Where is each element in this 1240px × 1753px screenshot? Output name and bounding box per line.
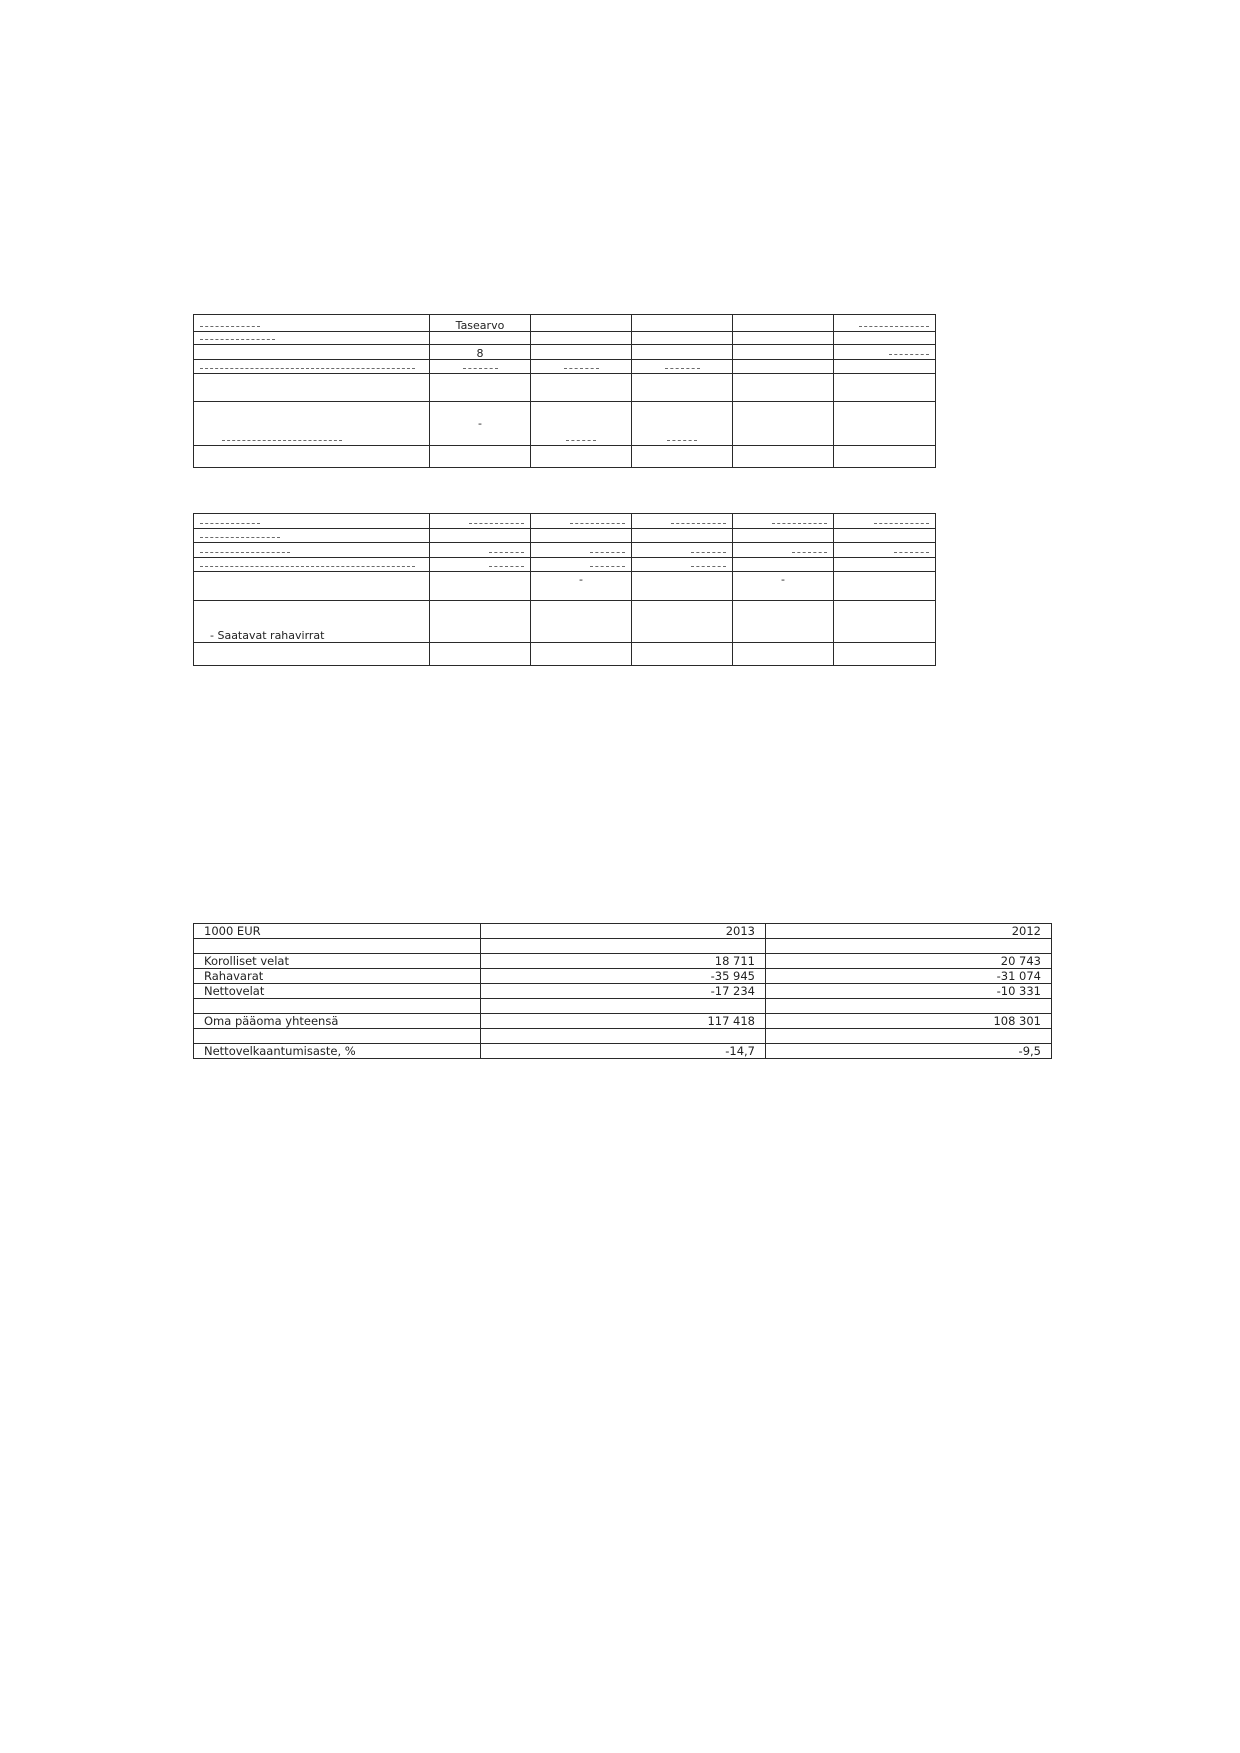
table-cell xyxy=(766,999,1052,1014)
table-cell xyxy=(834,643,936,666)
table-row xyxy=(194,954,1052,969)
table-cell: - xyxy=(531,572,632,601)
table-cell xyxy=(430,572,531,601)
table-row xyxy=(194,402,936,446)
net-gearing-table xyxy=(193,923,1052,1059)
table-cell xyxy=(733,514,834,529)
table-row xyxy=(194,558,936,572)
table-cell xyxy=(632,360,733,374)
table-cell xyxy=(531,446,632,468)
table-cell xyxy=(481,1029,766,1044)
table-cell xyxy=(194,315,430,332)
table-cell xyxy=(194,374,430,402)
table-row xyxy=(194,360,936,374)
table-cell xyxy=(194,345,430,360)
table-cell xyxy=(430,529,531,543)
table-cell xyxy=(531,514,632,529)
value-2013: -14,7 xyxy=(481,1044,766,1059)
table-cell xyxy=(733,558,834,572)
table-cell: - xyxy=(430,402,531,446)
table-cell xyxy=(531,345,632,360)
table-cell xyxy=(531,360,632,374)
carrying-amount-header: Tasearvo xyxy=(430,315,531,332)
table-cell xyxy=(430,446,531,468)
table-cell xyxy=(194,529,430,543)
table-row xyxy=(194,572,936,601)
table-cell xyxy=(194,402,430,446)
value-2012: 20 743 xyxy=(766,954,1052,969)
table-cell xyxy=(481,939,766,954)
table-row xyxy=(194,1014,1052,1029)
table-cell xyxy=(632,572,733,601)
table-row xyxy=(194,529,936,543)
row-label: Nettovelkaantumisaste, % xyxy=(194,1044,481,1059)
table-cell xyxy=(194,558,430,572)
table-cell xyxy=(766,1029,1052,1044)
table-row xyxy=(194,446,936,468)
table-cell xyxy=(531,601,632,643)
table-row xyxy=(194,345,936,360)
table-cell xyxy=(834,529,936,543)
column-header-2013: 2013 xyxy=(481,924,766,939)
table-cell xyxy=(733,446,834,468)
table-cell xyxy=(834,360,936,374)
table-cell xyxy=(733,529,834,543)
table-cell xyxy=(834,558,936,572)
fair-value-table xyxy=(193,314,936,468)
table-cell xyxy=(531,558,632,572)
value-2012: -31 074 xyxy=(766,969,1052,984)
table-cell xyxy=(194,543,430,558)
table-cell xyxy=(733,543,834,558)
table-cell xyxy=(632,332,733,345)
value-2012: -10 331 xyxy=(766,984,1052,999)
table-cell xyxy=(766,939,1052,954)
table-cell xyxy=(834,345,936,360)
receivable-cash-flows-label: - Saatavat rahavirrat xyxy=(194,601,430,643)
table-cell xyxy=(430,374,531,402)
table-cell xyxy=(194,939,481,954)
spacer-row xyxy=(194,999,1052,1014)
value-2013: 18 711 xyxy=(481,954,766,969)
spacer-row xyxy=(194,939,1052,954)
table-cell xyxy=(430,514,531,529)
table-cell xyxy=(430,643,531,666)
table-cell xyxy=(834,572,936,601)
table-cell xyxy=(834,601,936,643)
table-row xyxy=(194,374,936,402)
table-row xyxy=(194,969,1052,984)
table-cell xyxy=(430,601,531,643)
table-cell xyxy=(430,543,531,558)
row-label: Oma pääoma yhteensä xyxy=(194,1014,481,1029)
value-2012: -9,5 xyxy=(766,1044,1052,1059)
table-cell xyxy=(531,374,632,402)
table-cell xyxy=(531,402,632,446)
value-2013: -35 945 xyxy=(481,969,766,984)
table-cell xyxy=(194,1029,481,1044)
table-row xyxy=(194,315,936,332)
table-cell xyxy=(733,601,834,643)
table-cell xyxy=(632,558,733,572)
table-cell: - xyxy=(733,572,834,601)
table-cell xyxy=(733,315,834,332)
table-cell xyxy=(834,446,936,468)
table-cell xyxy=(632,543,733,558)
table-cell xyxy=(194,514,430,529)
table-cell xyxy=(632,345,733,360)
value-2012: 108 301 xyxy=(766,1014,1052,1029)
table-cell xyxy=(834,332,936,345)
table-cell xyxy=(531,643,632,666)
table-cell xyxy=(733,345,834,360)
spacer-row xyxy=(194,1029,1052,1044)
row-label: Nettovelat xyxy=(194,984,481,999)
table-cell xyxy=(194,332,430,345)
value-2013: 117 418 xyxy=(481,1014,766,1029)
table-cell xyxy=(430,360,531,374)
table-row xyxy=(194,543,936,558)
table-cell xyxy=(531,315,632,332)
table-cell xyxy=(632,529,733,543)
table-cell: 8 xyxy=(430,345,531,360)
table-cell xyxy=(194,360,430,374)
table-row xyxy=(194,643,936,666)
table-cell xyxy=(733,332,834,345)
table-row xyxy=(194,601,936,643)
column-header-unit: 1000 EUR xyxy=(194,924,481,939)
cash-flow-maturity-table xyxy=(193,513,936,666)
table-cell xyxy=(834,315,936,332)
table-cell xyxy=(481,999,766,1014)
table-cell xyxy=(430,332,531,345)
table-cell xyxy=(733,402,834,446)
table-cell xyxy=(531,543,632,558)
table-cell xyxy=(632,643,733,666)
value-2013: -17 234 xyxy=(481,984,766,999)
table-cell xyxy=(834,374,936,402)
table-row xyxy=(194,332,936,345)
table-cell xyxy=(834,514,936,529)
table-cell xyxy=(632,374,733,402)
table-cell xyxy=(194,643,430,666)
table-cell xyxy=(834,402,936,446)
table-header-row xyxy=(194,924,1052,939)
table-cell xyxy=(531,529,632,543)
table-cell xyxy=(194,572,430,601)
table-cell xyxy=(430,558,531,572)
table-cell xyxy=(632,315,733,332)
table-cell xyxy=(194,446,430,468)
table-row xyxy=(194,1044,1052,1059)
table-row xyxy=(194,514,936,529)
table-cell xyxy=(194,999,481,1014)
row-label: Rahavarat xyxy=(194,969,481,984)
table-cell xyxy=(632,514,733,529)
table-cell xyxy=(632,446,733,468)
table-cell xyxy=(531,332,632,345)
row-label: Korolliset velat xyxy=(194,954,481,969)
table-cell xyxy=(834,543,936,558)
table-row xyxy=(194,984,1052,999)
table-cell xyxy=(632,402,733,446)
table-cell xyxy=(733,360,834,374)
table-cell xyxy=(733,643,834,666)
column-header-2012: 2012 xyxy=(766,924,1052,939)
table-cell xyxy=(733,374,834,402)
table-cell xyxy=(632,601,733,643)
